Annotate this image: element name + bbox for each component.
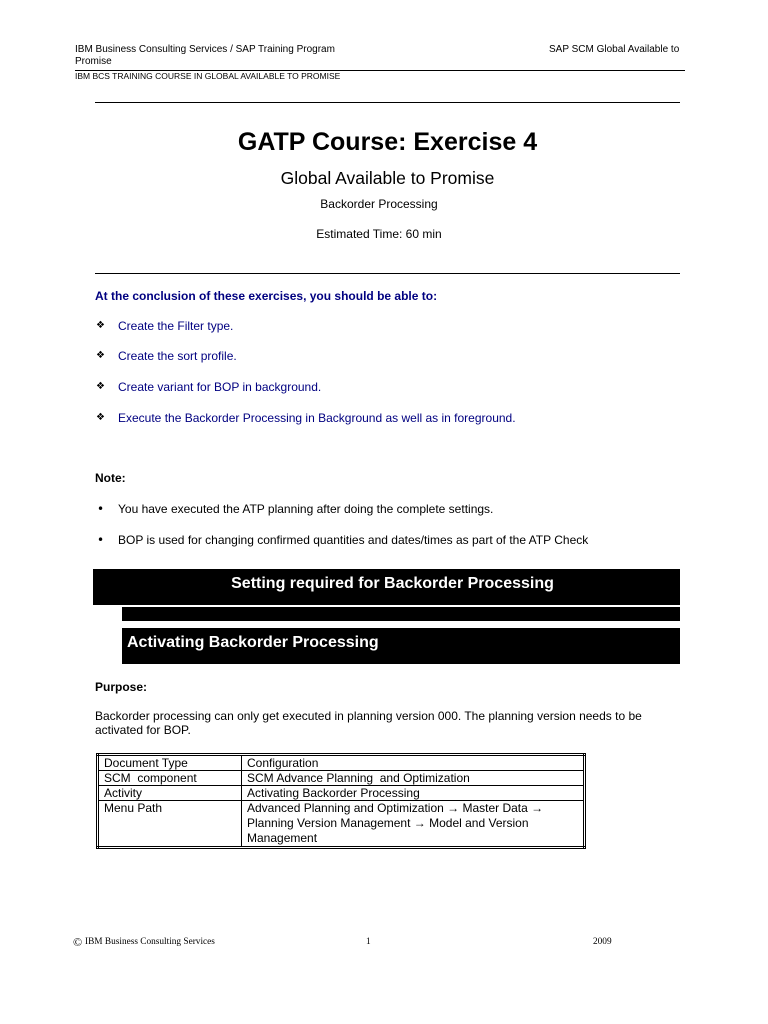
note-text: BOP is used for changing confirmed quantities and dates/times as part of the ATP Check bbox=[118, 533, 589, 547]
table-value-cell: Configuration bbox=[242, 755, 585, 771]
estimated-time: Estimated Time: 60 min bbox=[316, 227, 442, 241]
header-left-text: IBM Business Consulting Services / SAP Training Program bbox=[75, 44, 335, 55]
title-rule-bottom bbox=[95, 273, 680, 274]
subsection-heading: Activating Backorder Processing bbox=[127, 634, 379, 651]
table-value-cell: SCM Advance Planning and Optimization bbox=[242, 771, 585, 786]
objective-text: Create the Filter type. bbox=[118, 319, 234, 333]
table-row bbox=[98, 801, 585, 848]
table-row bbox=[98, 755, 585, 771]
table-value-cell: Activating Backorder Processing bbox=[242, 786, 585, 801]
footer-page-number: 1 bbox=[366, 937, 371, 947]
dot-bullet-icon bbox=[97, 502, 104, 516]
header-right-wrap-text: Promise bbox=[75, 56, 112, 67]
table-label-cell: Document Type bbox=[98, 755, 242, 771]
section-heading-bar bbox=[93, 569, 680, 605]
subsection-heading-bar bbox=[122, 628, 680, 664]
note-text: You have executed the ATP planning after doing the complete settings. bbox=[118, 502, 494, 516]
info-table bbox=[96, 753, 586, 849]
table-label-cell: Menu Path bbox=[98, 801, 242, 848]
objective-text: Execute the Backorder Processing in Background as well as in foreground. bbox=[118, 411, 516, 425]
note-heading: Note: bbox=[95, 471, 126, 485]
footer-copyright-symbol: © bbox=[73, 935, 83, 949]
four-diamond-bullet-icon bbox=[96, 411, 105, 425]
exercise-title: GATP Course: Exercise 4 bbox=[237, 128, 538, 156]
table-label-cell: Activity bbox=[98, 786, 242, 801]
table-row bbox=[98, 771, 585, 786]
four-diamond-bullet-icon bbox=[96, 349, 105, 363]
header-right-text: SAP SCM Global Available to bbox=[549, 44, 680, 55]
objective-text: Create the sort profile. bbox=[118, 349, 237, 363]
footer-year: 2009 bbox=[593, 937, 612, 947]
objectives-heading: At the conclusion of these exercises, you should be able to: bbox=[95, 289, 438, 303]
objective-text: Create variant for BOP in background. bbox=[118, 380, 322, 394]
table-label-cell: SCM component bbox=[98, 771, 242, 786]
four-diamond-bullet-icon bbox=[96, 319, 105, 333]
dot-bullet-icon bbox=[97, 533, 104, 547]
exercise-topic: Backorder Processing bbox=[320, 197, 438, 211]
title-rule-top bbox=[95, 102, 680, 103]
purpose-text: Backorder processing can only get executed in planning version 000. The planning version needs to be activated for BOP. bbox=[95, 709, 642, 737]
exercise-subtitle: Global Available to Promise bbox=[280, 168, 495, 188]
footer-company: IBM Business Consulting Services bbox=[85, 937, 215, 947]
header-course-text: IBM BCS TRAINING COURSE IN GLOBAL AVAILABLE TO PROMISE bbox=[75, 71, 341, 81]
four-diamond-bullet-icon bbox=[96, 380, 105, 394]
table-value-cell: Advanced Planning and Optimization → Master Data → Planning Version Management → Model and Version Management bbox=[242, 801, 585, 848]
section-spacer-bar bbox=[122, 607, 680, 621]
purpose-heading: Purpose: bbox=[95, 680, 148, 694]
section-heading: Setting required for Backorder Processing bbox=[231, 575, 554, 592]
table-row bbox=[98, 786, 585, 801]
